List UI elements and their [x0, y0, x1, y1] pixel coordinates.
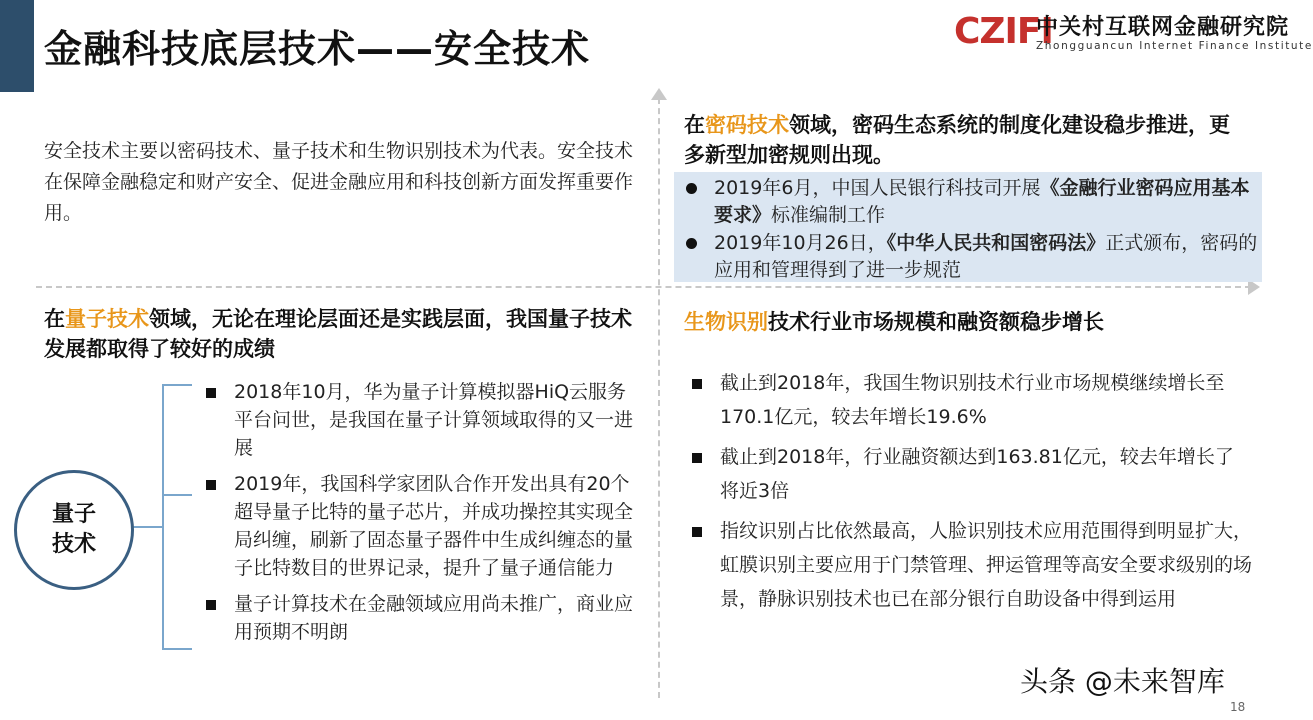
- intro-paragraph: 安全技术主要以密码技术、量子技术和生物识别技术为代表。安全技术在保障金融稳定和财产安全、促进金融应用和科技创新方面发挥重要作用。: [44, 140, 634, 224]
- square-bullet-icon: [692, 379, 702, 389]
- quantum-circle-label: [14, 470, 134, 590]
- crypto-heading: [684, 110, 1244, 170]
- crypto-heading-highlight: 密码技术: [705, 113, 789, 137]
- round-bullet-icon: [686, 238, 697, 249]
- bracket-line: [162, 384, 164, 648]
- crypto-heading-post: 领域，密码生态系统的制度化建设稳步推进，更多新型加密规则出现。: [684, 113, 1230, 167]
- up-arrow-icon: [651, 88, 667, 100]
- quantum-heading-highlight: 量子技术: [65, 307, 149, 331]
- institute-logo: [954, 8, 1313, 58]
- square-bullet-icon: [692, 527, 702, 537]
- vertical-divider: [658, 98, 660, 698]
- bracket-tick-3: [162, 648, 192, 650]
- circle-line-1: 量子: [51, 502, 96, 527]
- circle-line-2: 技术: [51, 532, 96, 557]
- horizontal-divider: [36, 286, 1251, 288]
- square-bullet-icon: [206, 388, 216, 398]
- list-item: 2019年10月26日，《中华人民共和国密码法》正式颁布，密码的应用和管理得到了进一步规范: [684, 230, 1259, 284]
- list-item: 截止到2018年，我国生物识别技术行业市场规模继续增长至170.1亿元，较去年增长19.6%: [692, 366, 1252, 434]
- square-bullet-icon: [206, 600, 216, 610]
- list-item: 2018年10月，华为量子计算模拟器HiQ云服务平台问世，是我国在量子计算领域取得的又一进展: [206, 378, 636, 462]
- title-accent-bar: [0, 0, 34, 92]
- list-item: 2019年，我国科学家团队合作开发出具有20个超导量子比特的量子芯片，并成功操控其实现全局纠缠，刷新了固态量子器件中生成纠缠态的量子比特数目的世界记录，提升了量子通信能力: [206, 470, 636, 582]
- list-item: 截止到2018年，行业融资额达到163.81亿元，较去年增长了将近3倍: [692, 440, 1252, 508]
- bio-list: [692, 366, 1252, 622]
- list-item: 指纹识别占比依然最高，人脸识别技术应用范围得到明显扩大，虹膜识别主要应用于门禁管理、押运管理等高安全要求级别的场景，静脉识别技术也已在部分银行自助设备中得到运用: [692, 514, 1252, 616]
- square-bullet-icon: [206, 480, 216, 490]
- bracket-tick-2: [162, 494, 192, 496]
- list-item: 2019年6月，中国人民银行科技司开展《金融行业密码应用基本要求》标准编制工作: [684, 175, 1259, 229]
- bio-heading-post: 技术行业市场规模和融资额稳步增长: [768, 310, 1104, 334]
- page-title: 金融科技底层技术——安全技术: [44, 27, 591, 71]
- quantum-heading: [44, 304, 644, 364]
- logo-name: 中关村互联网金融研究院: [1036, 15, 1290, 40]
- crypto-heading-pre: 在: [684, 113, 705, 137]
- page-number: 18: [1230, 700, 1246, 714]
- quantum-heading-pre: 在: [44, 307, 65, 331]
- source-watermark: 头条 @未来智库: [1020, 665, 1225, 698]
- square-bullet-icon: [692, 453, 702, 463]
- quantum-heading-post: 领域，无论在理论层面还是实践层面，我国量子技术发展都取得了较好的成绩: [44, 307, 632, 361]
- quantum-list: [206, 378, 636, 654]
- logo-english-name: Zhongguancun Internet Finance Institute: [1036, 40, 1313, 52]
- crypto-list: [684, 175, 1259, 285]
- logo-mark: CZIFI: [954, 11, 1053, 52]
- bio-heading-highlight: 生物识别: [684, 310, 768, 334]
- bracket-tick-1: [162, 384, 192, 386]
- bio-heading: [684, 307, 1244, 337]
- round-bullet-icon: [686, 183, 697, 194]
- list-item: 量子计算技术在金融领域应用尚未推广，商业应用预期不明朗: [206, 590, 636, 646]
